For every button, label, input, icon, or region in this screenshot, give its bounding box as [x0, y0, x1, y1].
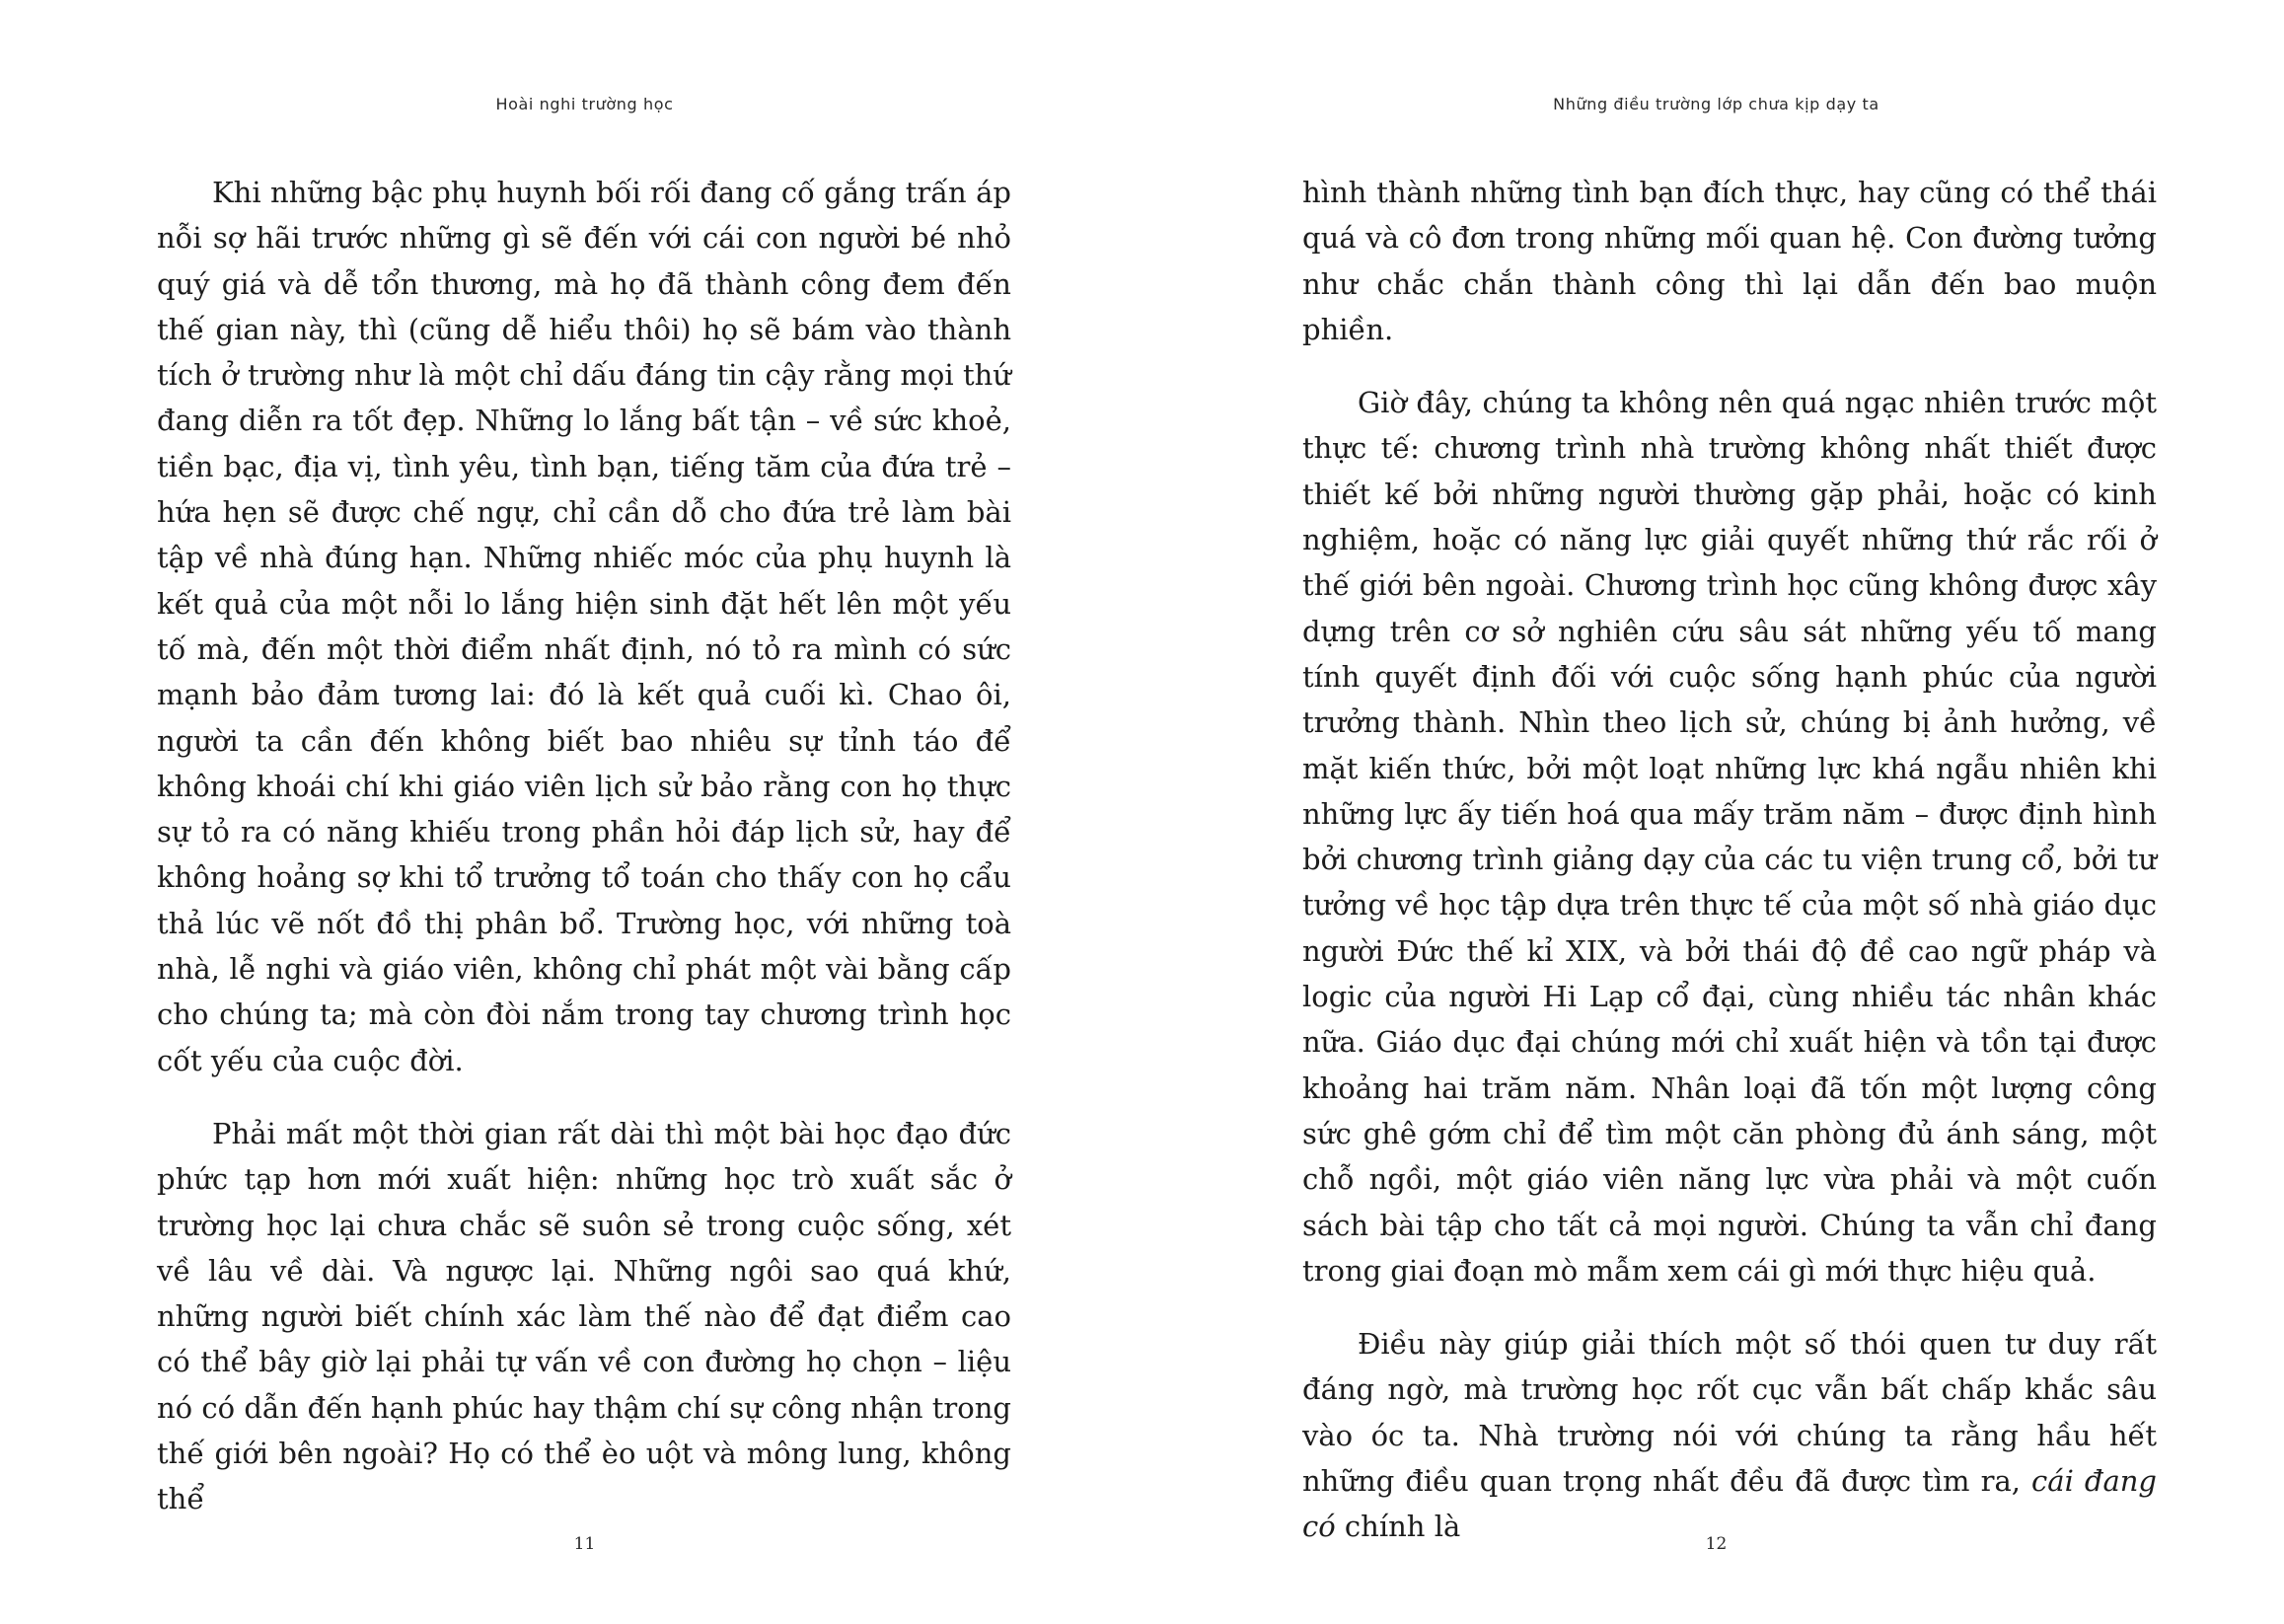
left-page-body: [157, 170, 1011, 1550]
paragraph: [1302, 1321, 2157, 1549]
paragraph-continued: hình thành những tình bạn đích thực, hay cũng có thể thái quá và cô đơn trong những mối quan hệ. Con đường tưởng như chắc chắn thành công thì lại dẫn đến bao muộn phiền.: [1302, 176, 2157, 346]
paragraph: Khi những bậc phụ huynh bối rối đang cố gắng trấn áp nỗi sợ hãi trước những gì sẽ đến với cái con người bé nhỏ quý giá và dễ tổn thương, mà họ đã thành công đem đến thế gian này, thì (cũng dễ hiểu thôi) họ sẽ bám vào thành tích ở trường như là một chỉ dấu đáng tin cậy rằng mọi thứ đang diễn ra tốt đẹp. Những lo lắng bất tận – về sức khoẻ, tiền bạc, địa vị, tình yêu, tình bạn, tiếng tăm của đứa trẻ – hứa hẹn sẽ được chế ngự, chỉ cần dỗ cho đứa trẻ làm bài tập về nhà đúng hạn. Những nhiếc móc của phụ huynh là kết quả của một nỗi lo lắng hiện sinh đặt hết lên một yếu tố mà, đến một thời điểm nhất định, nó tỏ ra mình có sức mạnh bảo đảm tương lai: đó là kết quả cuối kì. Chao ôi, người ta cần đến không biết bao nhiêu sự tỉnh táo để không khoái chí khi giáo viên lịch sử bảo rằng con họ thực sự tỏ ra có năng khiếu trong phần hỏi đáp lịch sử, hay để không hoảng sợ khi tổ trưởng tổ toán cho thấy con họ cẩu thả lúc vẽ nốt đồ thị phân bổ. Trường học, với những toà nhà, lễ nghi và giáo viên, không chỉ phát một vài bằng cấp cho chúng ta; mà còn đòi nắm trong tay chương trình học cốt yếu của cuộc đời.: [157, 176, 1011, 1077]
paragraph-text: chính là: [1335, 1510, 1461, 1544]
paragraph-text: Điều này giúp giải thích một số thói quen tư duy rất đáng ngờ, mà trường học rốt cục vẫn bất chấp khắc sâu vào óc ta. Nhà trường nói với chúng ta rằng hầu hết những điều quan trọng nhất đều đã được tìm ra,: [1302, 1327, 2157, 1499]
running-head-left: Hoài nghi trường học: [495, 95, 674, 113]
paragraph: Phải mất một thời gian rất dài thì một bài học đạo đức phức tạp hơn mới xuất hiện: những học trò xuất sắc ở trường học lại chưa chắc sẽ suôn sẻ trong cuộc sống, xét về lâu về dài. Và ngược lại. Những ngôi sao quá khứ, những người biết chính xác làm thế nào để đạt điểm cao có thể bây giờ lại phải tự vấn về con đường họ chọn – liệu nó có dẫn đến hạnh phúc hay thậm chí sự công nhận trong thế giới bên ngoài? Họ có thể èo uột và mông lung, không thể: [157, 1116, 1011, 1516]
page-number-right: 12: [1705, 1534, 1728, 1554]
right-page-body: [1302, 170, 2157, 1578]
italic-phrase: cái đang có: [1302, 1464, 2157, 1544]
paragraph: Giờ đây, chúng ta không nên quá ngạc nhiên trước một thực tế: chương trình nhà trường không nhất thiết được thiết kế bởi những người thường gặp phải, hoặc có kinh nghiệm, hoặc có năng lực giải quyết những thứ rắc rối ở thế giới bên ngoài. Chương trình học cũng không được xây dựng trên cơ sở nghiên cứu sâu sát những yếu tố mang tính quyết định đối với cuộc sống hạnh phúc của người trưởng thành. Nhìn theo lịch sử, chúng bị ảnh hưởng, về mặt kiến thức, bởi một loạt những lực khá ngẫu nhiên khi những lực ấy tiến hoá qua mấy trăm năm – được định hình bởi chương trình giảng dạy của các tu viện trung cổ, bởi tư tưởng về học tập dựa trên thực tế của một số nhà giáo dục người Đức thế kỉ XIX, và bởi thái độ đề cao ngữ pháp và logic của người Hi Lạp cổ đại, cùng nhiều tác nhân khác nữa. Giáo dục đại chúng mới chỉ xuất hiện và tồn tại được khoảng hai trăm năm. Nhân loại đã tốn một lượng công sức ghê gớm chỉ để tìm một căn phòng đủ ánh sáng, một chỗ ngồi, một giáo viên năng lực vừa phải và một cuốn sách bài tập cho tất cả mọi người. Chúng ta vẫn chỉ đang trong giai đoạn mò mẫm xem cái gì mới thực hiệu quả.: [1302, 386, 2157, 1288]
right-page: [1142, 0, 2284, 1624]
running-head-right: Những điều trường lớp chưa kịp dạy ta: [1553, 95, 1879, 113]
page-number-left: 11: [573, 1534, 596, 1554]
